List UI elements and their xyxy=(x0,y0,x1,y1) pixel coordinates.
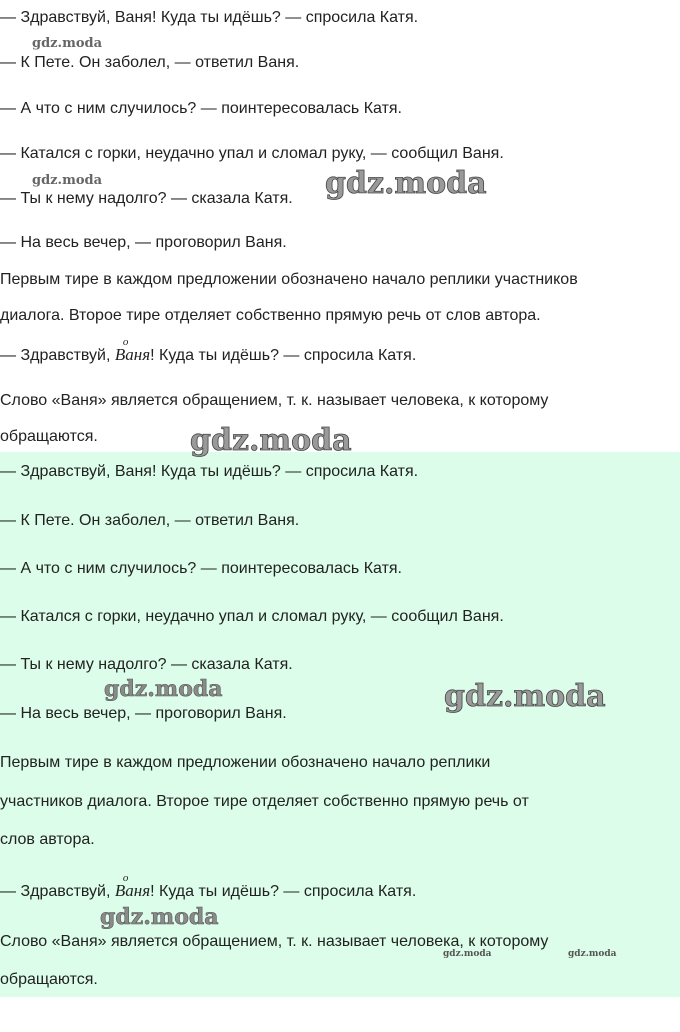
example-sentence xyxy=(0,336,417,366)
conclusion-line-1-b: Слово «Ваня» является обращением, т. к. называет человека, к которому xyxy=(0,933,549,950)
conclusion-line-2-b: обращаются. xyxy=(0,971,98,988)
stress-mark: о xyxy=(122,336,129,348)
dialogue-line-2-b: — К Пете. Он заболел, — ответил Ваня. xyxy=(0,512,300,529)
example-prefix-b: — Здравствуй, xyxy=(0,883,115,900)
watermark-logo: gdz.moda xyxy=(32,36,103,51)
example-sentence-b xyxy=(0,872,417,902)
watermark-logo: gdz.moda xyxy=(568,949,617,959)
dialogue-line-6-b: — На весь вечер, — проговорил Ваня. xyxy=(0,705,287,722)
example-suffix: ! Куда ты идёшь? — спросила Катя. xyxy=(150,347,417,364)
watermark-logo: gdz.moda xyxy=(444,679,606,714)
explanation-line-1: Первым тире в каждом предложении обозначено начало реплики участников xyxy=(0,271,578,288)
dialogue-line-1-b: — Здравствуй, Ваня! Куда ты идёшь? — спросила Катя. xyxy=(0,463,419,480)
explanation-line-2-b: участников диалога. Второе тире отделяет собственно прямую речь от xyxy=(0,793,529,810)
dialogue-line-6: — На весь вечер, — проговорил Ваня. xyxy=(0,234,287,251)
watermark-logo: gdz.moda xyxy=(443,949,492,959)
conclusion-line-2: обращаются. xyxy=(0,428,98,445)
dialogue-line-5-b: — Ты к нему надолго? — сказала Катя. xyxy=(0,656,293,673)
stress-mark-b: о xyxy=(122,872,129,884)
watermark-logo: gdz.moda xyxy=(325,166,487,201)
dialogue-line-3-b: — А что с ним случилось? — поинтересовалась Катя. xyxy=(0,560,402,577)
dialogue-line-2: — К Пете. Он заболел, — ответил Ваня. xyxy=(0,54,300,71)
address-word-b: о Ваня xyxy=(115,881,150,901)
address-word: о Ваня xyxy=(115,345,150,365)
example-prefix: — Здравствуй, xyxy=(0,347,115,364)
dialogue-line-5: — Ты к нему надолго? — сказала Катя. xyxy=(0,190,293,207)
dialogue-line-1: — Здравствуй, Ваня! Куда ты идёшь? — спросила Катя. xyxy=(0,9,419,26)
watermark-logo: gdz.moda xyxy=(104,676,223,702)
watermark-logo: gdz.moda xyxy=(190,423,352,458)
dialogue-line-3: — А что с ним случилось? — поинтересовалась Катя. xyxy=(0,100,402,117)
example-suffix-b: ! Куда ты идёшь? — спросила Катя. xyxy=(150,883,417,900)
explanation-line-1-b: Первым тире в каждом предложении обозначено начало реплики xyxy=(0,754,491,771)
watermark-logo: gdz.moda xyxy=(32,173,103,188)
dialogue-line-4-b: — Катался с горки, неудачно упал и сломал руку, — сообщил Ваня. xyxy=(0,608,504,625)
conclusion-line-1: Слово «Ваня» является обращением, т. к. называет человека, к которому xyxy=(0,392,549,409)
explanation-line-2: диалога. Второе тире отделяет собственно прямую речь от слов автора. xyxy=(0,307,541,324)
explanation-line-3-b: слов автора. xyxy=(0,831,95,848)
watermark-logo: gdz.moda xyxy=(100,904,219,930)
dialogue-line-4: — Катался с горки, неудачно упал и сломал руку, — сообщил Ваня. xyxy=(0,145,504,162)
